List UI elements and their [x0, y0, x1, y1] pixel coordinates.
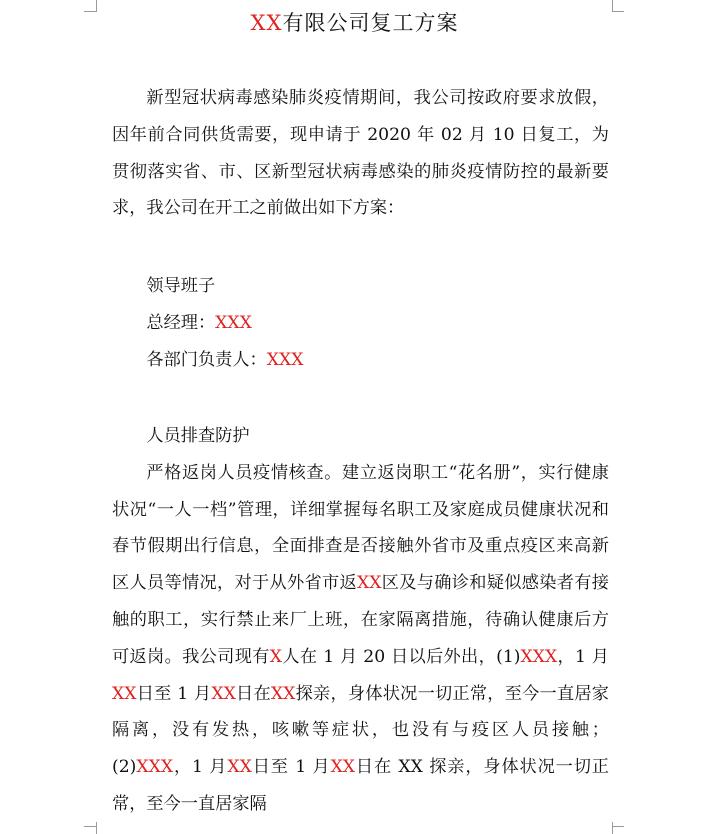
staff-text-9: 日至 1 月: [251, 757, 331, 778]
staff-placeholder-5: XX: [211, 683, 236, 704]
gm-value: XXX: [215, 312, 252, 333]
gm-label: 总经理：: [146, 312, 216, 333]
staff-placeholder-6: XX: [270, 683, 296, 704]
staff-placeholder-7: XXX: [136, 757, 174, 778]
crop-mark-bottom-right-h: [612, 826, 624, 827]
staff-text-5: 日至 1 月: [136, 683, 212, 704]
intro-section: [112, 80, 609, 227]
crop-mark-bottom-right-v: [612, 822, 613, 834]
staff-placeholder-2: X: [269, 646, 282, 667]
crop-mark-bottom-left-v: [96, 822, 97, 834]
dept-value: XXX: [266, 349, 304, 370]
leadership-section: [112, 268, 609, 378]
dept-label: 各部门负责人：: [146, 349, 267, 370]
staff-placeholder-3: XXX: [520, 646, 558, 667]
staff-text-8: ，1 月: [173, 757, 228, 778]
staff-text-10: 日在 XX 探亲，身体状况一切正常，至今一直居家隔: [112, 757, 609, 814]
title-text: 有限公司复工方案: [282, 11, 459, 35]
leadership-heading: 领导班子: [146, 276, 216, 296]
staff-text-3: 人在 1 月 20 日以后外出，(1): [282, 646, 521, 667]
staff-text-2: 区及与确诊和疑似感染者有接触的职工，实行禁止来厂上班，在家隔离措施，待确认健康后方可返岗。我公司现有: [112, 573, 609, 667]
staff-heading: 人员排查防护: [146, 426, 250, 446]
document-title: [0, 8, 709, 38]
staff-text-6: 日在: [235, 683, 271, 704]
staff-placeholder-8: XX: [227, 757, 252, 778]
staff-section: [112, 418, 609, 823]
staff-placeholder-1: XX: [357, 573, 382, 594]
staff-placeholder-4: XX: [112, 683, 137, 704]
staff-text-1: 严格返岗人员疫情核查。建立返岗职工“花名册”，实行健康状况“一人一档”管理，详细掌握每名职工及家庭成员健康状况和春节假期出行信息，全面排查是否接触外省市及重点疫区来高新区人员等情况，对于从外省市返: [112, 462, 609, 594]
title-company-placeholder: XX: [250, 11, 283, 35]
department-heads-line: [112, 342, 609, 379]
staff-text-4: ，1 月: [557, 646, 609, 667]
intro-paragraph: 新型冠状病毒感染肺炎疫情期间，我公司按政府要求放假，因年前合同供货需要，现申请于 2020 年 02 月 10 日复工，为贯彻落实省、市、区新型冠状病毒感染的肺炎疫情防控的最新要求，我公司在开工之前做出如下方案：: [112, 88, 609, 219]
staff-paragraph: [112, 455, 609, 823]
crop-mark-bottom-left-h: [84, 826, 96, 827]
staff-text-7: 探亲，身体状况一切正常，至今一直居家隔离，没有发热，咳嗽等症状，也没有与疫区人员接触；(2): [112, 683, 609, 778]
general-manager-line: [112, 305, 609, 342]
staff-placeholder-9: XX: [330, 757, 356, 778]
